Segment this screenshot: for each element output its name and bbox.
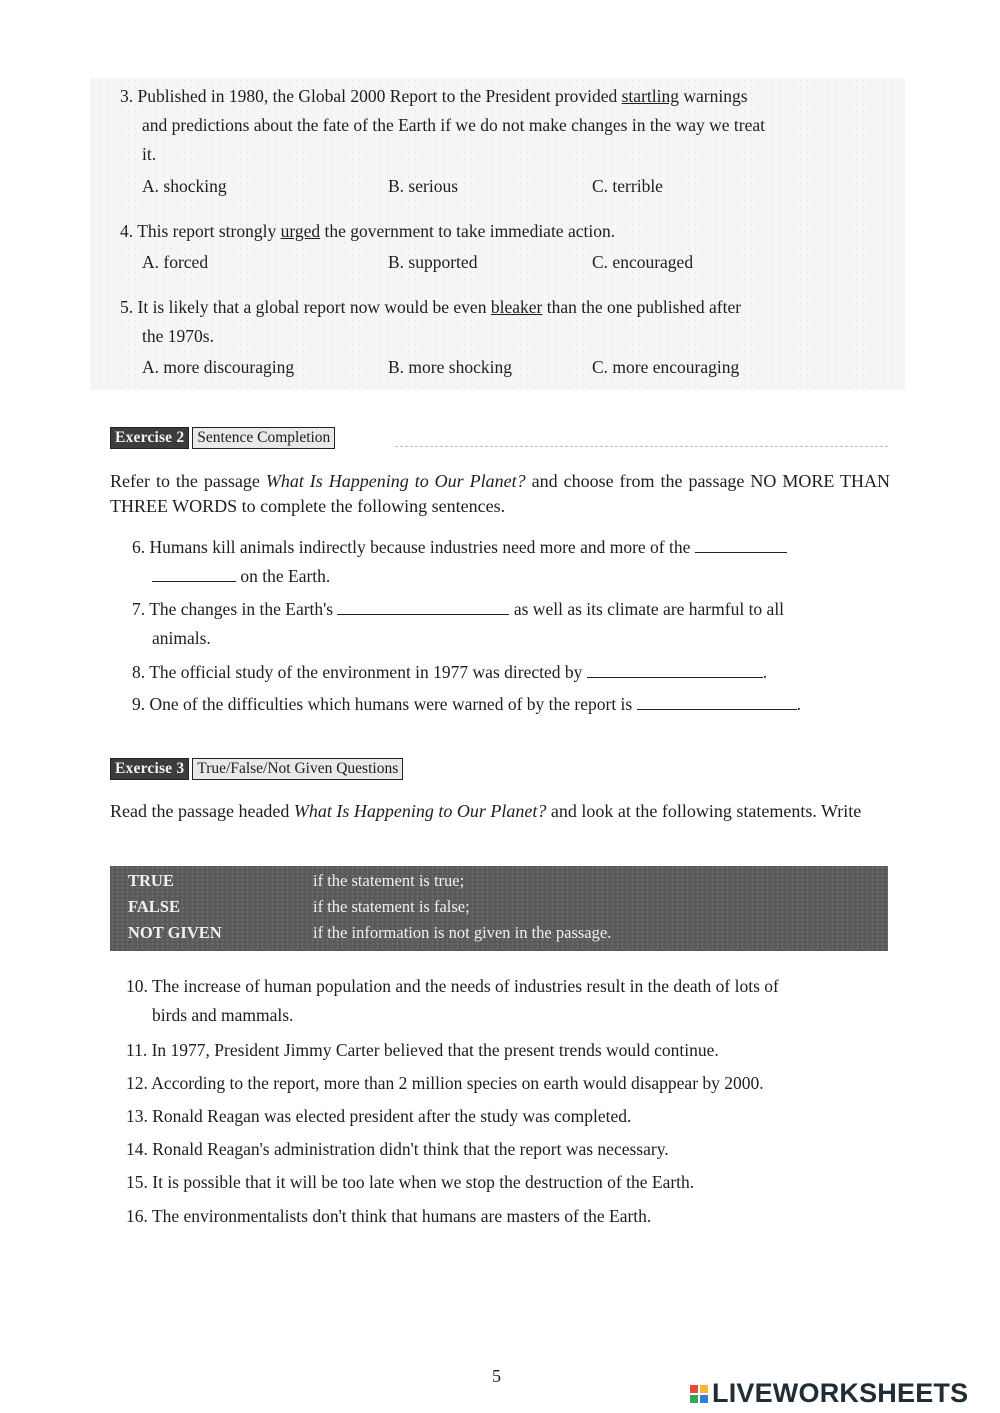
key-term: FALSE (128, 897, 180, 916)
question-3-line2: and predictions about the fate of the Earth if we do not make changes in the way we treat (142, 115, 765, 135)
option-c[interactable]: C. more encouraging (592, 357, 740, 377)
exercise2-instructions (110, 469, 890, 519)
statement-number: 15. (126, 1172, 148, 1192)
statement-text: The environmentalists don't think that humans are masters of the Earth. (151, 1206, 652, 1226)
logo-text: LIVEWORKSHEETS (712, 1378, 969, 1408)
statement-number: 10. (126, 976, 148, 996)
logo-mark-icon (690, 1385, 708, 1403)
liveworksheets-logo[interactable] (690, 1378, 968, 1409)
option-b[interactable]: B. more shocking (388, 357, 512, 377)
answer-key-box (110, 866, 888, 951)
key-definition: if the information is not given in the passage. (313, 923, 612, 942)
answer-blank[interactable] (587, 663, 763, 678)
statement-number: 14. (126, 1139, 148, 1159)
answer-blank[interactable] (337, 600, 509, 615)
exercise3-title: True/False/Not Given Questions (192, 758, 403, 780)
passage-title: What Is Happening to Our Planet? (293, 801, 547, 821)
option-b[interactable]: B. serious (388, 176, 458, 196)
key-definition: if the statement is true; (313, 871, 465, 890)
question-text: than the one published after (546, 297, 742, 317)
question-number: 3. (120, 86, 134, 106)
question-5-line2: the 1970s. (142, 326, 214, 346)
instr-text: Read the passage headed (110, 801, 294, 821)
target-word: bleaker (490, 297, 543, 317)
question-text: Published in 1980, the Global 2000 Report to the President provided (137, 86, 618, 106)
answer-blank[interactable] (152, 567, 236, 582)
statement-text: In 1977, President Jimmy Carter believed that the present trends would continue. (151, 1040, 719, 1060)
exercise3-header (110, 757, 403, 781)
statement-15[interactable] (126, 1168, 892, 1197)
item-text: Humans kill animals indirectly because industries need more and more of the (149, 537, 691, 557)
question-3-line3: it. (142, 144, 157, 164)
statement-16[interactable] (126, 1202, 892, 1231)
instr-text: and look at the following statements. Write (546, 801, 862, 821)
option-a[interactable]: A. shocking (142, 176, 227, 196)
question-number: 5. (120, 297, 134, 317)
answer-blank[interactable] (695, 538, 787, 553)
sentence-7 (132, 595, 892, 624)
question-number: 4. (120, 221, 134, 241)
item-text: One of the difficulties which humans were warned of by the report is (149, 694, 633, 714)
statement-11[interactable] (126, 1036, 892, 1065)
statement-14[interactable] (126, 1135, 892, 1164)
target-word: urged (280, 221, 321, 241)
question-text: warnings (683, 86, 748, 106)
answer-blank[interactable] (637, 695, 797, 710)
logo-square (690, 1395, 698, 1403)
key-term: TRUE (128, 871, 174, 890)
statement-number: 13. (126, 1106, 148, 1126)
statement-text: Ronald Reagan was elected president after the study was completed. (152, 1106, 632, 1126)
passage-title: What Is Happening to Our Planet? (265, 471, 526, 491)
sentence-9 (132, 690, 892, 719)
option-c[interactable]: C. encouraged (592, 252, 694, 272)
statement-text: It is possible that it will be too late when we stop the destruction of the Earth. (152, 1172, 695, 1192)
exercise3-label: Exercise 3 (110, 758, 189, 780)
logo-square (700, 1395, 708, 1403)
item-text: as well as its climate are harmful to all (513, 599, 785, 619)
key-definition: if the statement is false; (313, 897, 470, 916)
item-number: 9. (132, 694, 146, 714)
logo-square (700, 1385, 708, 1393)
statement-text: Ronald Reagan's administration didn't think that the report was necessary. (152, 1139, 669, 1159)
option-a[interactable]: A. forced (142, 252, 209, 272)
statement-number: 16. (126, 1206, 148, 1226)
item-number: 7. (132, 599, 146, 619)
sentence-8 (132, 658, 892, 687)
sentence-6 (132, 533, 892, 562)
item-number: 8. (132, 662, 146, 682)
option-a[interactable]: A. more discouraging (142, 357, 295, 377)
statement-10[interactable] (126, 972, 892, 1001)
statement-13[interactable] (126, 1102, 892, 1131)
sentence-6-line2 (152, 562, 330, 591)
instr-text: and choose from the passage NO MORE THAN THREE WORDS to complete the following sentences. (110, 471, 890, 516)
statement-text: According to the report, more than 2 million species on earth would disappear by 2000. (151, 1073, 764, 1093)
page-number: 5 (492, 1366, 501, 1386)
item-number: 6. (132, 537, 146, 557)
statement-number: 12. (126, 1073, 148, 1093)
logo-square (690, 1385, 698, 1393)
exercise3-instructions (110, 799, 890, 824)
question-text: the government to take immediate action. (324, 221, 616, 241)
statement-10-line2: birds and mammals. (152, 1005, 294, 1025)
question-4 (120, 217, 890, 246)
statement-12[interactable] (126, 1069, 892, 1098)
item-punct: . (796, 694, 801, 714)
exercise2-label: Exercise 2 (110, 427, 189, 449)
exercise2-title: Sentence Completion (192, 427, 335, 449)
option-b[interactable]: B. supported (388, 252, 478, 272)
item-text: on the Earth. (240, 566, 331, 586)
statement-text: The increase of human population and the needs of industries result in the death of lots of (151, 976, 779, 996)
item-text: The official study of the environment in 1977 was directed by (149, 662, 583, 682)
option-c[interactable]: C. terrible (592, 176, 663, 196)
exercise2-header (110, 426, 335, 450)
exercise2-header-rule (395, 446, 888, 447)
instr-text: Refer to the passage (110, 471, 266, 491)
sentence-7-line2: animals. (152, 628, 211, 648)
question-text: It is likely that a global report now would be even (137, 297, 487, 317)
question-3 (120, 82, 890, 111)
question-5 (120, 293, 890, 322)
key-term: NOT GIVEN (128, 923, 222, 942)
target-word: startling (621, 86, 679, 106)
statement-number: 11. (126, 1040, 148, 1060)
item-text: The changes in the Earth's (149, 599, 334, 619)
item-punct: . (762, 662, 768, 682)
question-text: This report strongly (137, 221, 277, 241)
